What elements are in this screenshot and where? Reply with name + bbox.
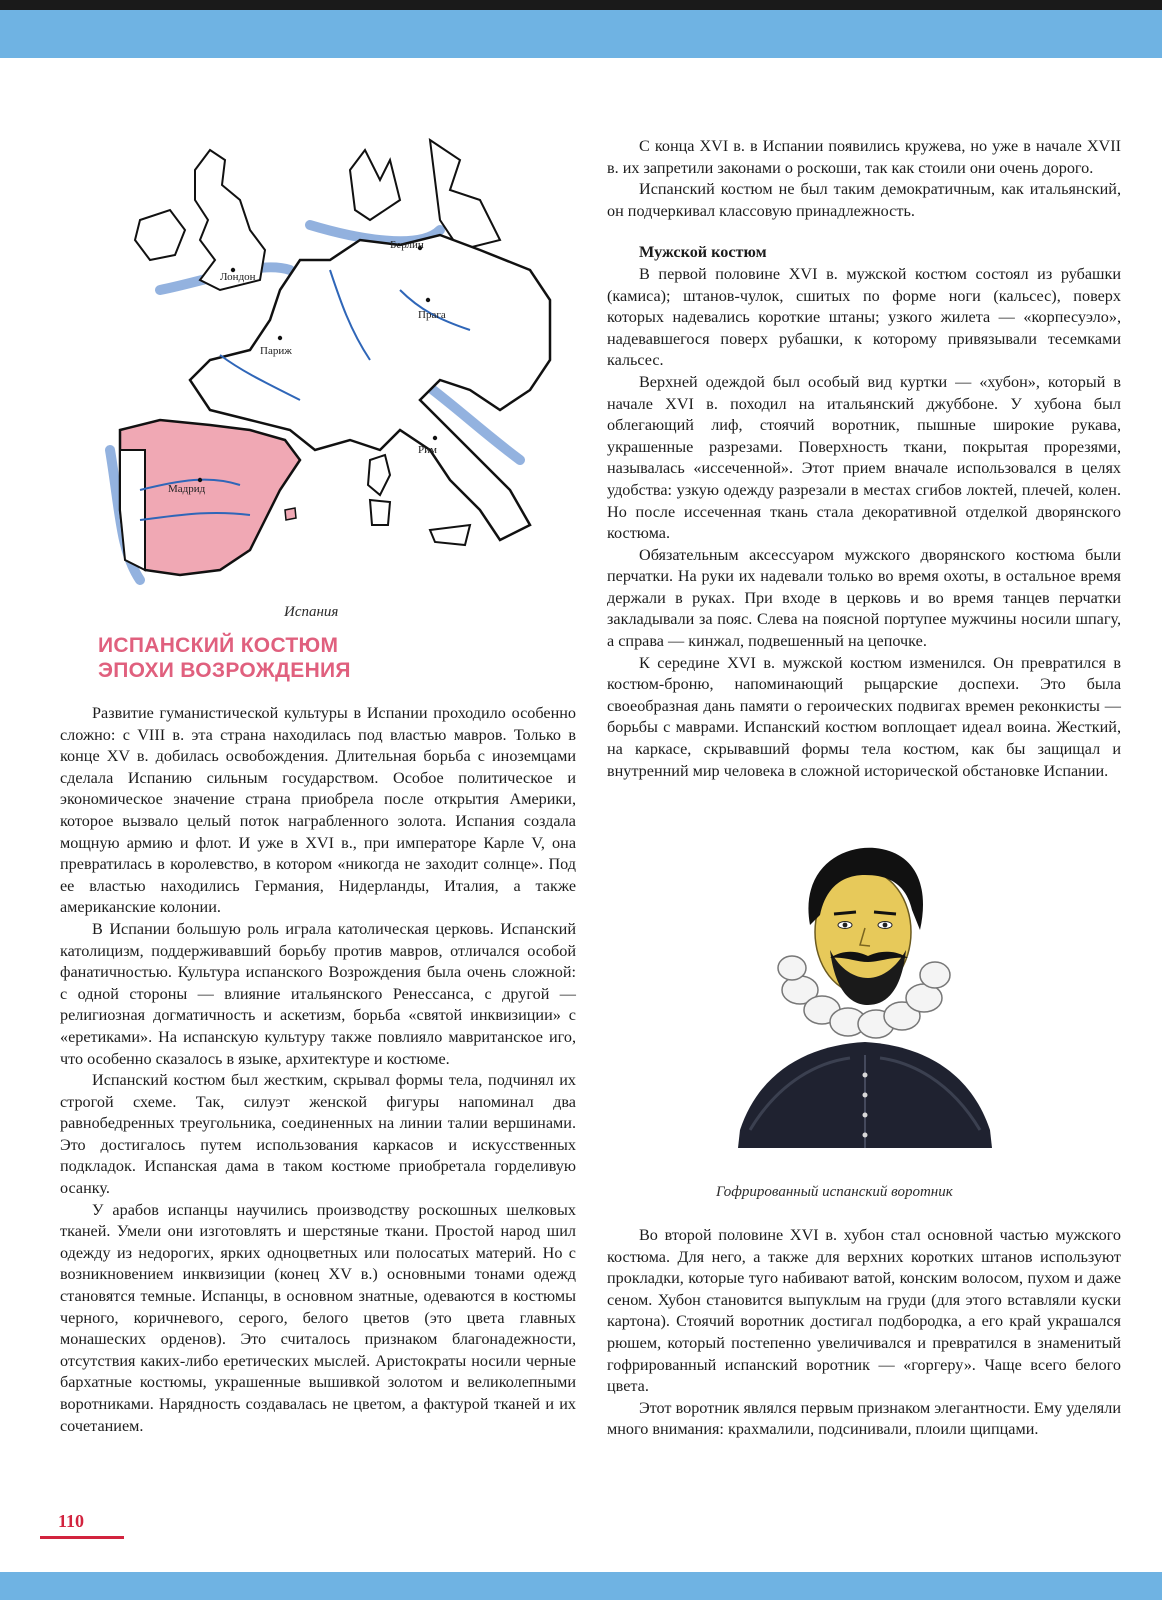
chapter-title-line-2: ЭПОХИ ВОЗРОЖДЕНИЯ [98, 659, 351, 682]
right-paragraph-5: Обязательным аксессуаром мужского дворянского костюма были перчатки. На руки их надевали только во время охоты, в остальное время держали в руках. При входе в церковь и во время танцев перчатки закладывали за пояс. Слева на поясной портупее мужчины носили шпагу, а справа — кинжал, подвешенный на цепочке. [607, 545, 1121, 651]
map-label-london: Лондон [220, 271, 256, 283]
map-label-madrid: Мадрид [168, 483, 206, 495]
right-paragraph-1: С конца XVI в. в Испании появились кружева, но уже в начале XVII в. их запретили законами о роскоши, так как стоили они очень дорого. [607, 137, 1121, 177]
left-column-text [60, 703, 576, 1437]
right-bottom-paragraph-2: Этот воротник являлся первым признаком элегантности. Ему уделяли много внимания: крахмалили, подсинивали, плоили щипцами. [607, 1398, 1121, 1439]
left-paragraph-4: У арабов испанцы научились производству роскошных шелковых тканей. Умели они изготовлять и шерстяные ткани. Простой народ шил одежду из недорогих, ярких одноцветных или полосатых материй. Но с возникновением инквизиции (конец XV в.) основными тонами одежд становятся темные. Испанцы, в основном знатные, одеваются в костюмы черного, коричневого, серого, белого цветов (это цвета главных монашеских орденов). Это считалось признаком благонадежности, отсутствия каких-либо еретических мыслей. Аристократы носили черные бархатные костюмы, украшенные вышивкой золотом и великолепными воротниками. Нарядность создавалась не цветом, а фактурой тканей и их сочетанием. [60, 1200, 576, 1435]
left-paragraph-1: Развитие гуманистической культуры в Испании проходило особенно сложно: с VIII в. эта страна находилась под властью мавров. Только в конце XV в. добилась освобождения. Длительная борьба с иноземцами сделала Испанию сильным государством. Особое политическое и экономическое значение страна приобрела после открытия Америки, которое вызвало целый поток награбленного золота. Испания создала мощную армию и флот. И уже в XVI в., при императоре Карле V, она превратилась в королевство, в котором «никогда не заходит солнце». Под ее властью находились Германия, Нидерланды, Италия, а также американские колонии. [60, 704, 576, 917]
right-bottom-paragraph-1: Во второй половине XVI в. хубон стал основной частью мужского костюма. Для него, а также для верхних коротких штанов используют прокладки, которые туго набивают ватой, конским волосом, пухом и даже сеном. Хубон становится выпуклым на груди (для этого вставляли куски картона). Стоячий воротник достигал подбородка, а его край украшался рюшем, который постепенно увеличивался и превратился в знаменитый гофрированный испанский воротник — «горгеру». Чаще всего белого цвета. [607, 1226, 1121, 1396]
map-illustration [100, 130, 560, 605]
right-column-text-bottom [607, 1225, 1121, 1441]
portrait-caption: Гофрированный испанский воротник [716, 1184, 953, 1200]
bottom-color-band [0, 1572, 1162, 1600]
top-color-band [0, 0, 1162, 58]
right-column-text-top [607, 136, 1121, 782]
left-paragraph-3: Испанский костюм был жестким, скрывал формы тела, подчинял их строгой схеме. Так, силуэт женской фигуры напоминал два равнобедренных треугольника, соединенных на линии талии вершинами. Это достигалось путем использования каркасов и искусственных подкладок. Испанская дама в таком костюме приобретала горделивую осанку. [60, 1071, 576, 1198]
chapter-title [98, 633, 351, 683]
right-paragraph-2: Испанский костюм не был таким демократичным, как итальянский, он подчеркивал классовую принадлежность. [607, 180, 1121, 220]
europe-map [100, 130, 560, 605]
right-paragraph-6: К середине XVI в. мужской костюм изменился. Он превратился в костюм-броню, напоминающий рыцарские доспехи. Это была своеобразная дань памяти о героических подвигах времен реконкисты — борьбы с маврами. Испанский костюм воплощает идеал воина. Жесткий, на каркасе, скрывавший формы тела костюм, как бы защищал и внутренний мир человека в сложной исторической обстановке Испании. [607, 653, 1121, 780]
left-paragraph-2: В Испании большую роль играла католическая церковь. Испанский католицизм, поддерживавший борьбу против мавров, отличался особой фанатичностью. Культура испанского Возрождения была очень сложной: с одной стороны — влияние итальянского Ренессанса, с другой — религиозная догматичность и аскетизм, борьба «святой инквизиции» с «еретиками». На испанскую культуру также повлияло мавританское иго, что особенно сказалось в языке, архитектуре и костюме. [60, 919, 576, 1068]
man-with-ruff-collar-image [730, 830, 1000, 1170]
map-label-prague: Прага [418, 309, 446, 321]
portrait-illustration [730, 830, 1000, 1170]
section-subheading: Мужской костюм [639, 243, 767, 262]
map-caption: Испания [284, 604, 339, 620]
map-label-berlin: Берлин [390, 239, 424, 251]
map-label-paris: Париж [260, 345, 292, 357]
right-paragraph-4: Верхней одеждой был особый вид куртки — «хубон», который в начале XVI в. походил на итальянский джуббоне. У хубона был облегающий лиф, стоячий воротник, пышные широкие рукава, украшенные разрезами. Поверхность ткани, покрытая прорезями, называлась «иссеченной». Этот прием вначале использовался в целях удобства: узкую одежду разрезали в местах сгибов локтей, плечей, колен. Но после иссеченная ткань стала декоративной отделкой дворянского костюма. [607, 372, 1121, 543]
page-number-rule [40, 1536, 124, 1539]
right-paragraph-3: В первой половине XVI в. мужской костюм состоял из рубашки (камиса); штанов-чулок, сшитых по форме ноги (кальсес), поверх которых надевались короткие штаны; узкого жилета — «корпесуэло», надевавшегося поверх рубашки, к которому привязывали тесемками кальсес. [607, 264, 1121, 370]
chapter-title-line-1: ИСПАНСКИЙ КОСТЮМ [98, 634, 339, 657]
page-number: 110 [58, 1511, 85, 1531]
map-label-rome: Рим [418, 444, 437, 456]
